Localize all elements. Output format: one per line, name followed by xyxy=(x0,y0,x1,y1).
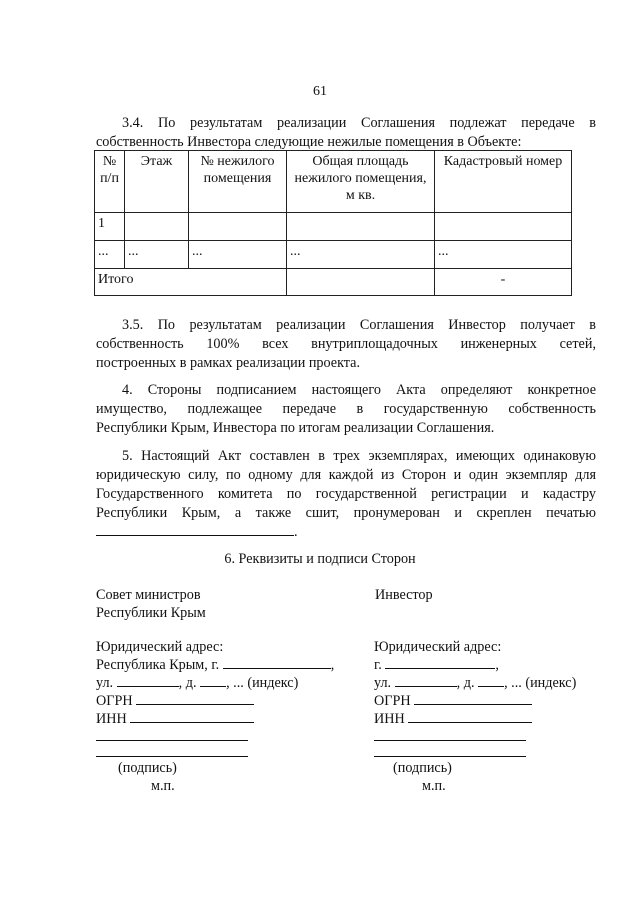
paragraph-4 xyxy=(96,381,596,438)
total-cadastral: - xyxy=(435,269,572,296)
p5-line-1: 5. Настоящий Акт составлен в трех экземплярах, имеющих одинаковую xyxy=(122,448,596,464)
header-cell-area: Общая площадь нежилого помещения, м кв. xyxy=(287,151,435,213)
table-cell xyxy=(435,213,572,241)
left-ogrn: ОГРН xyxy=(96,692,334,710)
table-cell xyxy=(287,269,435,296)
header-cell-cadastral: Кадастровый номер xyxy=(435,151,572,213)
p34-line-2: собственность Инвестора следующие нежилые помещения в Объекте: xyxy=(96,134,522,150)
right-address-street: ул. , д. , ... (индекс) xyxy=(374,675,577,691)
table-row xyxy=(95,241,572,269)
right-blank-line-2 xyxy=(374,756,526,757)
right-stamp-label: м.п. xyxy=(422,778,446,794)
left-name-line-1: Совет министров xyxy=(96,587,201,603)
left-signature-caption: (подпись) xyxy=(118,760,177,776)
right-ogrn: ОГРН xyxy=(374,692,576,710)
p35-line-1: 3.5. По результатам реализации Соглашения Инвестор получает в xyxy=(122,317,596,333)
left-blank-line-1 xyxy=(96,740,248,741)
p34-line-1: 3.4. По результатам реализации Соглашения подлежат передаче в xyxy=(122,115,596,131)
header-cell-premises-number: № нежилого помещения xyxy=(189,151,287,213)
left-inn: ИНН xyxy=(96,710,334,728)
table-header-row xyxy=(95,151,572,213)
table-cell: ... xyxy=(287,241,435,269)
table-cell: ... xyxy=(189,241,287,269)
p5-line-3: Государственного комитета по государственной регистрации и кадастру xyxy=(96,486,596,502)
table-cell xyxy=(287,213,435,241)
left-party-name xyxy=(96,586,206,622)
header-cell-number: № п/п xyxy=(95,151,125,213)
right-address-city: г. , xyxy=(374,657,499,673)
right-name-line-1: Инвестор xyxy=(375,587,433,603)
right-blank-line-1 xyxy=(374,740,526,741)
p5-line-4: Республики Крым, а также сшит, пронумерован и скреплен печатью xyxy=(96,505,596,521)
total-label: Итого xyxy=(95,269,287,296)
p5-line-2: юридическую силу, по одному для каждой из Сторон и один экземпляр для xyxy=(96,467,596,483)
right-address-label: Юридический адрес: xyxy=(374,639,502,655)
left-address-street: ул. , д. , ... (индекс) xyxy=(96,675,299,691)
page-number: 61 xyxy=(313,84,327,99)
left-name-line-2: Республики Крым xyxy=(96,605,206,621)
right-signature-caption: (подпись) xyxy=(393,760,452,776)
right-inn: ИНН xyxy=(374,710,576,728)
p5-line-5: . xyxy=(96,523,596,542)
right-party-name xyxy=(375,586,433,604)
paragraph-3-5 xyxy=(96,316,596,373)
left-stamp-label: м.п. xyxy=(151,778,175,794)
paragraph-3-4 xyxy=(96,114,596,152)
premises-table xyxy=(94,150,572,296)
table-cell: ... xyxy=(125,241,189,269)
table-cell: ... xyxy=(435,241,572,269)
table-row xyxy=(95,213,572,241)
p35-line-2: собственность 100% всех внутриплощадочных инженерных сетей, xyxy=(96,336,596,352)
p4-line-1: 4. Стороны подписанием настоящего Акта определяют конкретное xyxy=(122,382,596,398)
left-address-block xyxy=(96,638,334,728)
table-cell xyxy=(125,213,189,241)
table-total-row xyxy=(95,269,572,296)
left-blank-line-2 xyxy=(96,756,248,757)
table-cell: 1 xyxy=(95,213,125,241)
p35-line-3: построенных в рамках реализации проекта. xyxy=(96,355,361,371)
p4-line-2: имущество, подлежащее передаче в государственную собственность xyxy=(96,401,596,417)
paragraph-5 xyxy=(96,447,596,542)
left-address-label: Юридический адрес: xyxy=(96,639,224,655)
table-cell: ... xyxy=(95,241,125,269)
right-address-block xyxy=(374,638,576,728)
header-cell-floor: Этаж xyxy=(125,151,189,213)
section-title: 6. Реквизиты и подписи Сторон xyxy=(224,551,416,567)
table-cell xyxy=(189,213,287,241)
p4-line-3: Республики Крым, Инвестора по итогам реализации Соглашения. xyxy=(96,420,495,436)
seal-blank xyxy=(96,523,294,536)
left-address-city: Республика Крым, г. , xyxy=(96,657,335,673)
